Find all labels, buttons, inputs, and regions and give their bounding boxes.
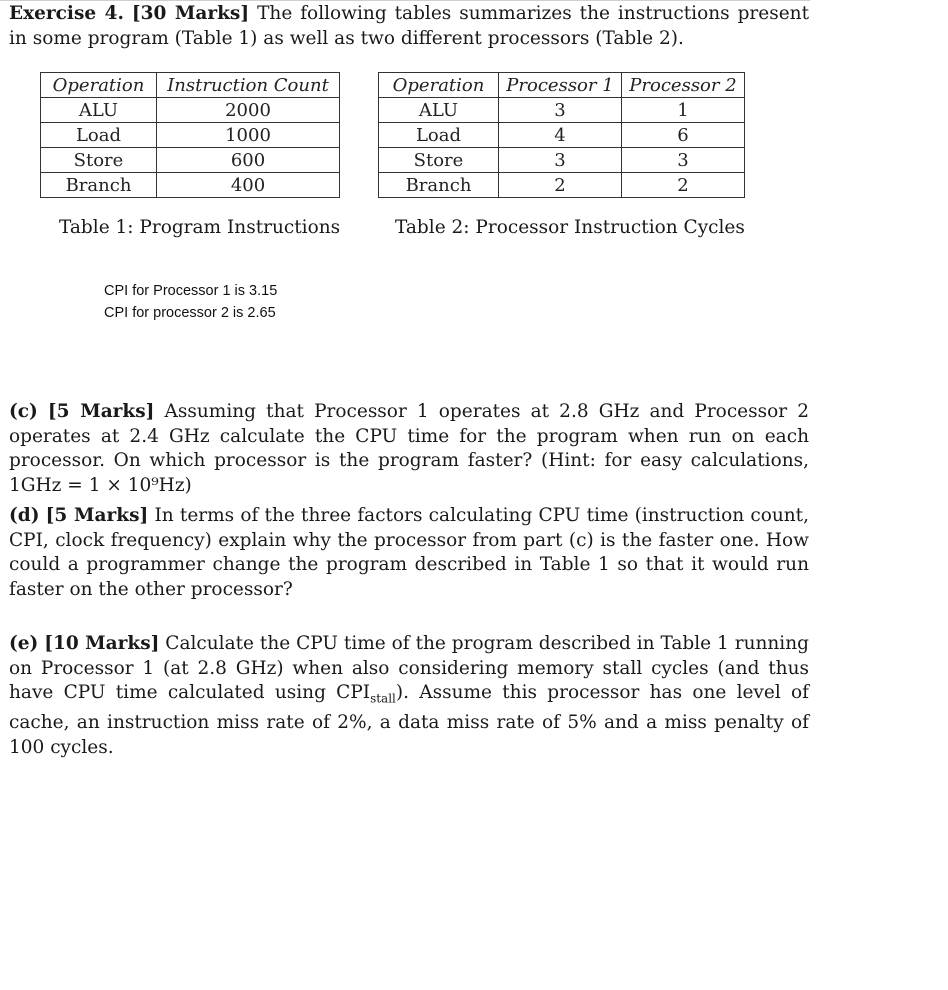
table-cell: Store bbox=[379, 148, 499, 173]
table-row bbox=[41, 123, 340, 148]
table2-caption: Table 2: Processor Instruction Cycles bbox=[395, 217, 745, 238]
table-row bbox=[379, 173, 745, 198]
table-cell: 3 bbox=[499, 148, 622, 173]
exercise-marks: [30 Marks] bbox=[131, 3, 250, 24]
table-cell: ALU bbox=[379, 98, 499, 123]
part-e-text-before: Calculate the CPU time of the program described in Table 1 running on Processor 1 (at 2.8 GHz) when also considering memory stall cycles (and thus have CPU time calculated using CPI bbox=[9, 633, 809, 703]
table-cell: 2000 bbox=[157, 98, 340, 123]
part-d-marks: [5 Marks] bbox=[45, 505, 149, 526]
table-cell: 2 bbox=[499, 173, 622, 198]
exercise-label: Exercise 4. bbox=[9, 3, 124, 24]
part-c-text: Assuming that Processor 1 operates at 2.8 GHz and Processor 2 operates at 2.4 GHz calculate the CPU time for the program when run on each processor. On which processor is the program faster? (Hint: for easy calculations, 1GHz = 1 × 10⁹Hz) bbox=[9, 401, 809, 496]
part-e-text-after: ). Assume this processor has one level of cache, an instruction miss rate of 2%, a data miss rate of 5% and a miss penalty of 100 cycles. bbox=[9, 682, 809, 758]
table-cell: 6 bbox=[622, 123, 745, 148]
column-header: Operation bbox=[379, 73, 499, 98]
table-cell: 1 bbox=[622, 98, 745, 123]
table-cell: 400 bbox=[157, 173, 340, 198]
column-header: Processor 2 bbox=[622, 73, 745, 98]
part-c-label: (c) bbox=[9, 401, 38, 422]
cpi-note-processor1: CPI for Processor 1 is 3.15 bbox=[104, 283, 278, 299]
table-processor-cycles bbox=[378, 72, 745, 198]
question-part-d bbox=[9, 504, 809, 602]
table-row bbox=[41, 148, 340, 173]
part-d-label: (d) bbox=[9, 505, 40, 526]
table-cell: Branch bbox=[379, 173, 499, 198]
table-cell: Load bbox=[379, 123, 499, 148]
table1-caption: Table 1: Program Instructions bbox=[59, 217, 341, 238]
column-header: Operation bbox=[41, 73, 157, 98]
part-e-label: (e) bbox=[9, 633, 39, 654]
part-d-text: In terms of the three factors calculating CPU time (instruction count, CPI, clock frequency) explain why the processor from part (c) is the faster one. How could a programmer change the program described in Table 1 so that it would run faster on the other processor? bbox=[9, 505, 809, 600]
part-c-marks: [5 Marks] bbox=[47, 401, 155, 422]
table-header-row bbox=[379, 73, 745, 98]
table-cell: Branch bbox=[41, 173, 157, 198]
table-cell: 3 bbox=[499, 98, 622, 123]
part-e-subscript: stall bbox=[370, 691, 396, 706]
table-row bbox=[41, 98, 340, 123]
table-cell: Store bbox=[41, 148, 157, 173]
table-row bbox=[41, 173, 340, 198]
column-header: Processor 1 bbox=[499, 73, 622, 98]
table-row bbox=[379, 98, 745, 123]
table-program-instructions bbox=[40, 72, 340, 198]
table-cell: Load bbox=[41, 123, 157, 148]
question-part-e bbox=[9, 632, 809, 760]
top-rule bbox=[0, 0, 810, 1]
part-e-marks: [10 Marks] bbox=[44, 633, 160, 654]
table-row bbox=[379, 123, 745, 148]
table-cell: 3 bbox=[622, 148, 745, 173]
question-part-c bbox=[9, 400, 809, 498]
cpi-note-processor2: CPI for processor 2 is 2.65 bbox=[104, 305, 276, 321]
table-cell: 600 bbox=[157, 148, 340, 173]
table-row bbox=[379, 148, 745, 173]
table-cell: 4 bbox=[499, 123, 622, 148]
exercise-header bbox=[9, 2, 809, 51]
column-header: Instruction Count bbox=[157, 73, 340, 98]
exercise-intro: The following tables summarizes the instructions present in some program (Table 1) as well as two different processors (Table 2). bbox=[9, 3, 810, 49]
table-header-row bbox=[41, 73, 340, 98]
table-cell: ALU bbox=[41, 98, 157, 123]
table-cell: 2 bbox=[622, 173, 745, 198]
table-cell: 1000 bbox=[157, 123, 340, 148]
